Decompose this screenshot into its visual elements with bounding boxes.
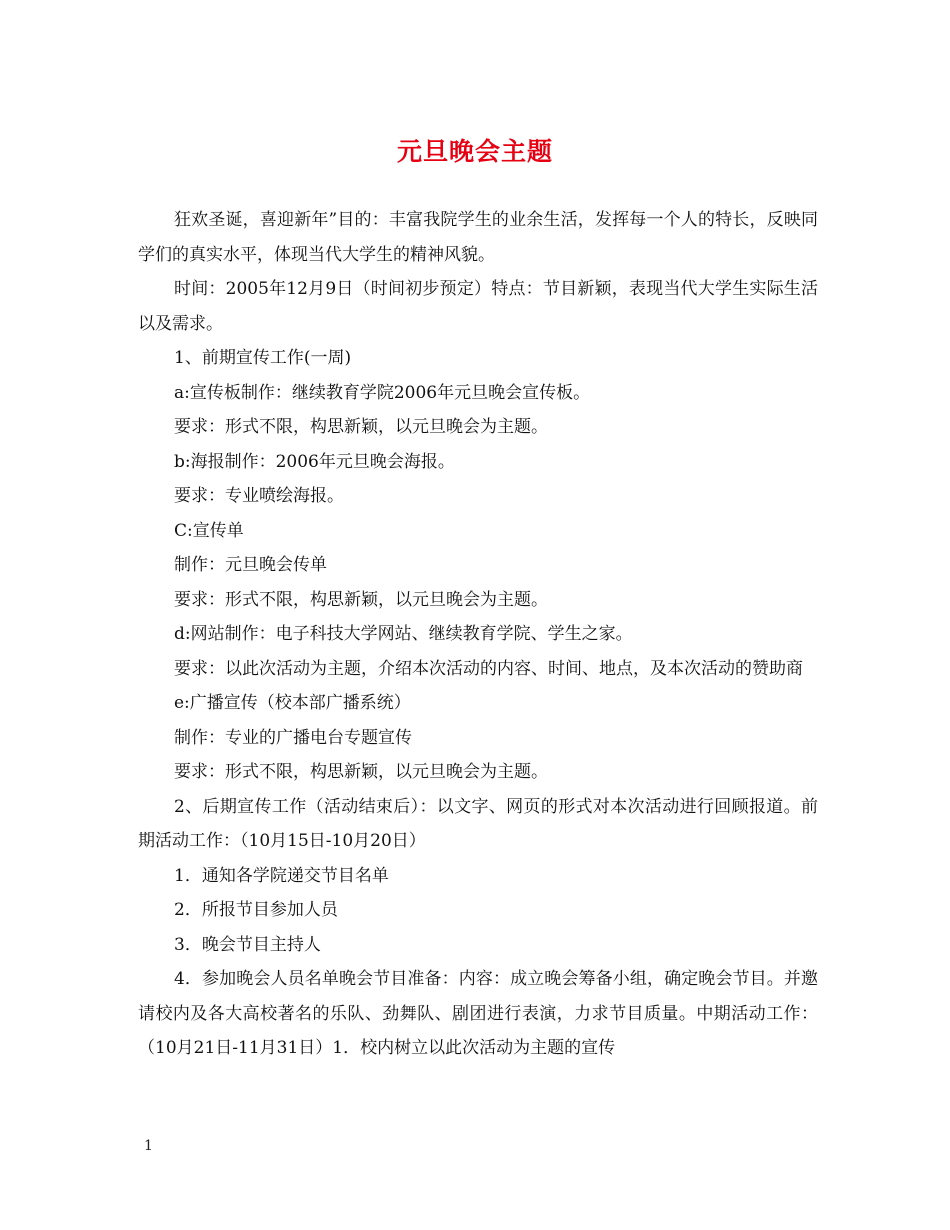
- paragraph-broadcast-requirement: 要求：形式不限，构思新颖，以元旦晚会为主题。: [174, 762, 548, 782]
- document-title: 元旦晚会主题: [396, 137, 553, 166]
- paragraph-board: a:宣传板制作：继续教育学院2006年元旦晚会宣传板。: [174, 382, 591, 403]
- page-number: 1: [144, 1138, 153, 1154]
- paragraph-website: d:网站制作：电子科技大学网站、继续教育学院、学生之家。: [174, 624, 633, 644]
- paragraph-time-features: 时间：2005年12月9日（时间初步预定）特点：节目新颖，表现当代大学生实际生活以及需求。: [138, 279, 818, 334]
- paragraph-broadcast-production: 制作：专业的广播电台专题宣传: [174, 727, 412, 748]
- paragraph-purpose: 狂欢圣诞，喜迎新年”目的：丰富我院学生的业余生活，发挥每一个人的特长，反映同学们的真实水平，体现当代大学生的精神风貌。: [138, 210, 818, 265]
- paragraph-flyer: C:宣传单: [174, 520, 244, 541]
- list-item-participants: 2．所报节目参加人员: [174, 900, 338, 920]
- list-item-notify: 1．通知各学院递交节目名单: [174, 865, 389, 886]
- paragraph-website-requirement: 要求：以此次活动为主题，介绍本次活动的内容、时间、地点，及本次活动的赞助商: [174, 658, 803, 679]
- document-body: [138, 203, 818, 1066]
- paragraph-flyer-production: 制作：元旦晚会传单: [174, 555, 327, 575]
- paragraph-board-requirement: 要求：形式不限，构思新颖，以元旦晚会为主题。: [174, 417, 548, 437]
- paragraph-flyer-requirement: 要求：形式不限，构思新颖，以元旦晚会为主题。: [174, 589, 548, 610]
- paragraph-broadcast: e:广播宣传（校本部广播系统）: [174, 693, 411, 713]
- paragraph-post-publicity: 2、后期宣传工作（活动结束后）：以文字、网页的形式对本次活动进行回顾报道。前期活动工作：（10月15日-10月20日）: [138, 796, 818, 851]
- paragraph-poster-requirement: 要求：专业喷绘海报。: [174, 486, 344, 506]
- paragraph-poster: b:海报制作：2006年元旦晚会海报。: [174, 451, 455, 472]
- list-item-program-preparation: 4．参加晚会人员名单晚会节目准备：内容：成立晚会筹备小组，确定晚会节目。并邀请校内及各大高校著名的乐队、劲舞队、剧团进行表演，力求节目质量。中期活动工作：（10月21日-11月31日）1．校内树立以此次活动为主题的宣传: [138, 969, 818, 1058]
- paragraph-pre-publicity: 1、前期宣传工作(一周): [174, 348, 352, 368]
- list-item-host: 3．晚会节目主持人: [174, 934, 321, 955]
